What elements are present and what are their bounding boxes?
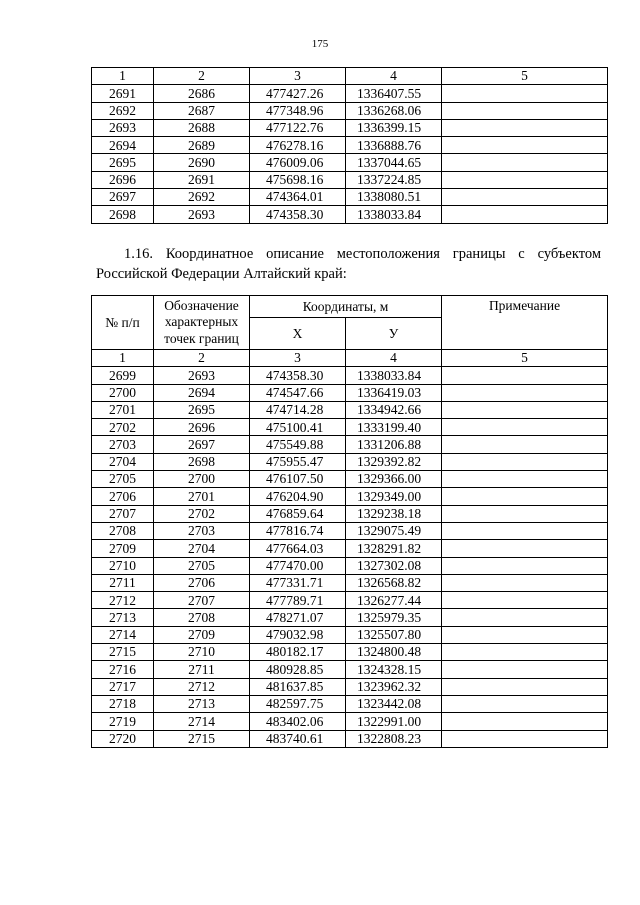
- coord-y-cell: 1334942.66: [346, 401, 442, 418]
- coord-x-cell: 477427.26: [250, 85, 346, 102]
- coord-y-cell: 1325507.80: [346, 626, 442, 643]
- point-mark-cell: 2700: [154, 471, 250, 488]
- bottom-coordinates-table: [91, 295, 608, 748]
- coord-y-cell: 1325979.35: [346, 609, 442, 626]
- note-cell: [442, 505, 608, 522]
- table-row: [92, 661, 608, 678]
- coord-y-cell: 1322991.00: [346, 713, 442, 730]
- table-row: [92, 540, 608, 557]
- note-cell: [442, 540, 608, 557]
- header-mark-line-1: Обозначение: [164, 298, 239, 314]
- point-mark-cell: 2702: [154, 505, 250, 522]
- table-row: [92, 206, 608, 223]
- note-cell: [442, 119, 608, 136]
- coord-y-cell: 1333199.40: [346, 419, 442, 436]
- top-coordinates-table: [91, 67, 608, 224]
- point-mark-cell: 2691: [154, 171, 250, 188]
- note-cell: [442, 609, 608, 626]
- note-cell: [442, 102, 608, 119]
- coord-y-cell: 1336407.55: [346, 85, 442, 102]
- row-number-cell: 2699: [92, 367, 154, 384]
- table-row: [92, 522, 608, 539]
- colnum-cell: 3: [250, 68, 346, 85]
- table-row: [92, 574, 608, 591]
- header-mark: [154, 296, 250, 350]
- table-row: [92, 695, 608, 712]
- colnum-cell: 5: [442, 68, 608, 85]
- coord-x-cell: 481637.85: [250, 678, 346, 695]
- header-y: У: [346, 318, 442, 350]
- top-table-body: [92, 68, 608, 224]
- point-mark-cell: 2690: [154, 154, 250, 171]
- row-number-cell: 2714: [92, 626, 154, 643]
- column-number-row: [92, 68, 608, 85]
- coord-x-cell: 480928.85: [250, 661, 346, 678]
- coord-x-cell: 478271.07: [250, 609, 346, 626]
- coord-x-cell: 477348.96: [250, 102, 346, 119]
- note-cell: [442, 206, 608, 223]
- row-number-cell: 2711: [92, 574, 154, 591]
- coord-x-cell: 483740.61: [250, 730, 346, 747]
- table-row: [92, 102, 608, 119]
- row-number-cell: 2706: [92, 488, 154, 505]
- coord-x-cell: 474358.30: [250, 367, 346, 384]
- row-number-cell: 2692: [92, 102, 154, 119]
- point-mark-cell: 2694: [154, 384, 250, 401]
- coord-x-cell: 475955.47: [250, 453, 346, 470]
- coord-y-cell: 1326568.82: [346, 574, 442, 591]
- table-row: [92, 436, 608, 453]
- row-number-cell: 2716: [92, 661, 154, 678]
- row-number-cell: 2694: [92, 137, 154, 154]
- coord-x-cell: 475549.88: [250, 436, 346, 453]
- row-number-cell: 2708: [92, 522, 154, 539]
- table-row: [92, 384, 608, 401]
- row-number-cell: 2707: [92, 505, 154, 522]
- note-cell: [442, 384, 608, 401]
- coord-x-cell: 483402.06: [250, 713, 346, 730]
- note-cell: [442, 644, 608, 661]
- table-row: [92, 419, 608, 436]
- coord-x-cell: 480182.17: [250, 644, 346, 661]
- point-mark-cell: 2693: [154, 367, 250, 384]
- coord-x-cell: 475100.41: [250, 419, 346, 436]
- point-mark-cell: 2689: [154, 137, 250, 154]
- coord-x-cell: 476107.50: [250, 471, 346, 488]
- coord-y-cell: 1329349.00: [346, 488, 442, 505]
- note-cell: [442, 401, 608, 418]
- row-number-cell: 2705: [92, 471, 154, 488]
- coord-x-cell: 479032.98: [250, 626, 346, 643]
- table-row: [92, 453, 608, 470]
- point-mark-cell: 2703: [154, 522, 250, 539]
- note-cell: [442, 488, 608, 505]
- point-mark-cell: 2701: [154, 488, 250, 505]
- note-cell: [442, 189, 608, 206]
- coord-x-cell: 474364.01: [250, 189, 346, 206]
- coord-y-cell: 1323962.32: [346, 678, 442, 695]
- row-number-cell: 2702: [92, 419, 154, 436]
- point-mark-cell: 2697: [154, 436, 250, 453]
- row-number-cell: 2712: [92, 592, 154, 609]
- coord-x-cell: 474358.30: [250, 206, 346, 223]
- coord-y-cell: 1328291.82: [346, 540, 442, 557]
- header-row-1: [92, 296, 608, 318]
- table-row: [92, 557, 608, 574]
- coord-x-cell: 482597.75: [250, 695, 346, 712]
- coord-x-cell: 477470.00: [250, 557, 346, 574]
- coord-x-cell: 477331.71: [250, 574, 346, 591]
- note-cell: [442, 678, 608, 695]
- table-row: [92, 678, 608, 695]
- coord-x-cell: 477789.71: [250, 592, 346, 609]
- bottom-table-body: [92, 350, 608, 748]
- coord-y-cell: 1338080.51: [346, 189, 442, 206]
- colnum-cell: 4: [346, 350, 442, 367]
- table-row: [92, 592, 608, 609]
- header-num: № п/п: [92, 296, 154, 350]
- table-row: [92, 137, 608, 154]
- note-cell: [442, 453, 608, 470]
- page-number: 175: [311, 38, 329, 50]
- table-row: [92, 505, 608, 522]
- note-cell: [442, 626, 608, 643]
- row-number-cell: 2715: [92, 644, 154, 661]
- coord-x-cell: 475698.16: [250, 171, 346, 188]
- colnum-cell: 2: [154, 68, 250, 85]
- note-cell: [442, 436, 608, 453]
- header-coords: Координаты, м: [250, 296, 442, 318]
- coord-y-cell: 1336419.03: [346, 384, 442, 401]
- table-row: [92, 644, 608, 661]
- row-number-cell: 2696: [92, 171, 154, 188]
- point-mark-cell: 2695: [154, 401, 250, 418]
- table-row: [92, 626, 608, 643]
- table-row: [92, 609, 608, 626]
- coord-x-cell: 474547.66: [250, 384, 346, 401]
- note-cell: [442, 154, 608, 171]
- coord-y-cell: 1327302.08: [346, 557, 442, 574]
- point-mark-cell: 2708: [154, 609, 250, 626]
- table-row: [92, 471, 608, 488]
- colnum-cell: 4: [346, 68, 442, 85]
- row-number-cell: 2695: [92, 154, 154, 171]
- coord-y-cell: 1336399.15: [346, 119, 442, 136]
- note-cell: [442, 85, 608, 102]
- point-mark-cell: 2686: [154, 85, 250, 102]
- coord-y-cell: 1331206.88: [346, 436, 442, 453]
- header-mark-line-2: характерных: [164, 314, 239, 330]
- point-mark-cell: 2715: [154, 730, 250, 747]
- table-row: [92, 154, 608, 171]
- section-heading-line-2: Российской Федерации Алтайский край:: [96, 266, 347, 282]
- point-mark-cell: 2696: [154, 419, 250, 436]
- coord-x-cell: 477122.76: [250, 119, 346, 136]
- note-cell: [442, 171, 608, 188]
- coord-x-cell: 476204.90: [250, 488, 346, 505]
- table-row: [92, 171, 608, 188]
- row-number-cell: 2701: [92, 401, 154, 418]
- note-cell: [442, 592, 608, 609]
- point-mark-cell: 2713: [154, 695, 250, 712]
- row-number-cell: 2720: [92, 730, 154, 747]
- row-number-cell: 2713: [92, 609, 154, 626]
- coord-y-cell: 1336268.06: [346, 102, 442, 119]
- coord-y-cell: 1338033.84: [346, 367, 442, 384]
- table-row: [92, 401, 608, 418]
- note-cell: [442, 730, 608, 747]
- table-row: [92, 85, 608, 102]
- point-mark-cell: 2698: [154, 453, 250, 470]
- point-mark-cell: 2711: [154, 661, 250, 678]
- note-cell: [442, 557, 608, 574]
- coord-y-cell: 1329075.49: [346, 522, 442, 539]
- coord-x-cell: 474714.28: [250, 401, 346, 418]
- colnum-cell: 5: [442, 350, 608, 367]
- coord-x-cell: 476859.64: [250, 505, 346, 522]
- colnum-cell: 2: [154, 350, 250, 367]
- coord-y-cell: 1322808.23: [346, 730, 442, 747]
- section-heading-line-1: 1.16. Координатное описание местоположения границы с субъектом: [124, 246, 601, 262]
- coord-x-cell: 476278.16: [250, 137, 346, 154]
- point-mark-cell: 2704: [154, 540, 250, 557]
- coord-y-cell: 1337224.85: [346, 171, 442, 188]
- header-x: Х: [250, 318, 346, 350]
- table-row: [92, 730, 608, 747]
- coord-x-cell: 476009.06: [250, 154, 346, 171]
- note-cell: [442, 419, 608, 436]
- coord-y-cell: 1337044.65: [346, 154, 442, 171]
- point-mark-cell: 2712: [154, 678, 250, 695]
- colnum-cell: 1: [92, 68, 154, 85]
- note-cell: [442, 574, 608, 591]
- colnum-cell: 3: [250, 350, 346, 367]
- point-mark-cell: 2709: [154, 626, 250, 643]
- note-cell: [442, 367, 608, 384]
- coord-x-cell: 477816.74: [250, 522, 346, 539]
- point-mark-cell: 2705: [154, 557, 250, 574]
- point-mark-cell: 2710: [154, 644, 250, 661]
- coord-y-cell: 1329392.82: [346, 453, 442, 470]
- coord-x-cell: 477664.03: [250, 540, 346, 557]
- coord-y-cell: 1336888.76: [346, 137, 442, 154]
- header-mark-line-3: точек границ: [164, 330, 239, 346]
- coord-y-cell: 1326277.44: [346, 592, 442, 609]
- point-mark-cell: 2687: [154, 102, 250, 119]
- note-cell: [442, 522, 608, 539]
- coord-y-cell: 1329366.00: [346, 471, 442, 488]
- note-cell: [442, 471, 608, 488]
- row-number-cell: 2718: [92, 695, 154, 712]
- point-mark-cell: 2706: [154, 574, 250, 591]
- point-mark-cell: 2692: [154, 189, 250, 206]
- row-number-cell: 2709: [92, 540, 154, 557]
- table-row: [92, 367, 608, 384]
- point-mark-cell: 2688: [154, 119, 250, 136]
- coord-y-cell: 1323442.08: [346, 695, 442, 712]
- table-row: [92, 713, 608, 730]
- table-row: [92, 488, 608, 505]
- note-cell: [442, 661, 608, 678]
- coord-y-cell: 1324328.15: [346, 661, 442, 678]
- note-cell: [442, 713, 608, 730]
- row-number-cell: 2703: [92, 436, 154, 453]
- section-heading: [96, 244, 601, 284]
- row-number-cell: 2697: [92, 189, 154, 206]
- note-cell: [442, 695, 608, 712]
- row-number-cell: 2693: [92, 119, 154, 136]
- point-mark-cell: 2707: [154, 592, 250, 609]
- row-number-cell: 2700: [92, 384, 154, 401]
- coord-y-cell: 1329238.18: [346, 505, 442, 522]
- note-cell: [442, 137, 608, 154]
- coord-y-cell: 1338033.84: [346, 206, 442, 223]
- table-row: [92, 189, 608, 206]
- row-number-cell: 2717: [92, 678, 154, 695]
- row-number-cell: 2704: [92, 453, 154, 470]
- row-number-cell: 2710: [92, 557, 154, 574]
- colnum-cell: 1: [92, 350, 154, 367]
- header-note: Примечание: [442, 296, 608, 350]
- point-mark-cell: 2693: [154, 206, 250, 223]
- row-number-cell: 2691: [92, 85, 154, 102]
- table-row: [92, 119, 608, 136]
- coord-y-cell: 1324800.48: [346, 644, 442, 661]
- row-number-cell: 2719: [92, 713, 154, 730]
- point-mark-cell: 2714: [154, 713, 250, 730]
- column-number-row: [92, 350, 608, 367]
- row-number-cell: 2698: [92, 206, 154, 223]
